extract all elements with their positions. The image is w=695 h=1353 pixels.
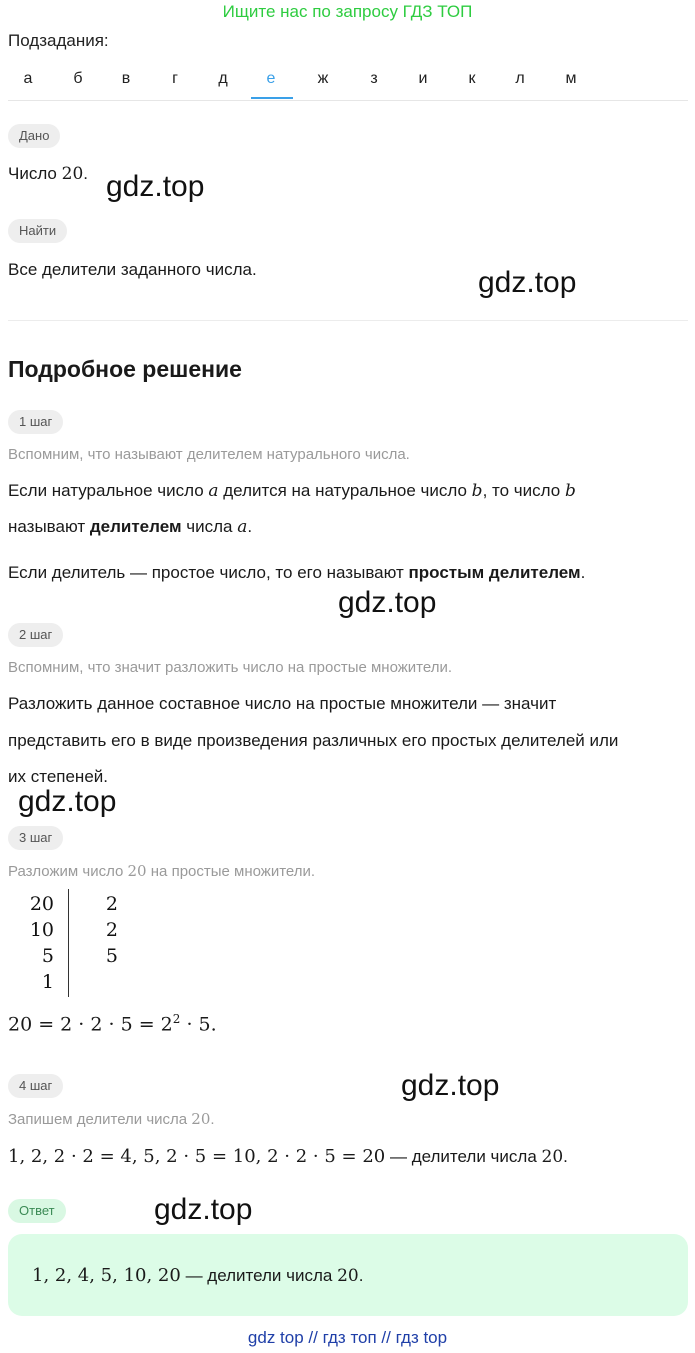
step-3-hint: Разложим число 20 на простые множители. [8, 862, 316, 880]
step-2-hint: Вспомним, что значит разложить число на простые множители. [8, 659, 453, 676]
step-2-line-2: представить его в виде произведения различных его простых делителей или [8, 731, 619, 750]
factor-table-right: 2 [105, 893, 118, 915]
factor-table-left: 10 [29, 919, 54, 941]
factor-table-right: 5 [105, 945, 118, 967]
step-2-line-3: их степеней. [8, 767, 108, 786]
subtask-tabs [8, 66, 688, 101]
step-1-label: 1 шаг [8, 410, 63, 434]
given-label: Дано [8, 124, 60, 148]
tab-e[interactable]: е [266, 70, 276, 87]
tab-g[interactable]: г [172, 70, 178, 87]
step-1-line-3: Если делитель — простое число, то его называют простым делителем. [8, 563, 586, 582]
step-4-label: 4 шаг [8, 1074, 63, 1098]
factorization-equation: $20 = 2 \cdot 2 \cdot 5 = 2^2 \cdot 5$. [8, 1012, 217, 1036]
active-tab-underline [251, 97, 293, 99]
answer-text: 1, 2, 4, 5, 10, 20 — делители числа 20. [32, 1265, 364, 1286]
find-label: Найти [8, 219, 67, 243]
tab-a[interactable]: а [23, 70, 33, 87]
watermark: gdz.top [154, 1193, 253, 1226]
footer-links[interactable]: gdz top // гдз топ // гдз top [247, 1328, 448, 1347]
solution-title: Подробное решение [8, 356, 242, 382]
find-text: Все делители заданного числа. [8, 260, 257, 279]
step-1-line-2: называют делителем числа a. [8, 517, 253, 537]
tab-z[interactable]: з [370, 70, 378, 87]
watermark: gdz.top [338, 586, 437, 619]
tab-d[interactable]: д [218, 70, 228, 87]
watermark: gdz.top [401, 1069, 500, 1102]
tab-v[interactable]: в [121, 70, 131, 87]
factor-table-left: 1 [41, 971, 54, 993]
watermark: gdz.top [478, 266, 577, 299]
answer-label: Ответ [8, 1199, 66, 1223]
divider [8, 320, 688, 321]
step-1-hint: Вспомним, что называют делителем натурального числа. [8, 446, 410, 463]
watermark: gdz.top [106, 170, 205, 203]
promo-banner[interactable]: Ищите нас по запросу ГДЗ ТОП [222, 2, 473, 21]
factor-table-left: 5 [41, 945, 54, 967]
step-1-line-1: Если натуральное число a делится на натуральное число b, то число b [8, 481, 576, 501]
tab-i[interactable]: и [418, 70, 428, 87]
given-text: Число 20. [8, 164, 88, 184]
tab-b[interactable]: б [73, 70, 83, 87]
step-4-hint: Запишем делители числа 20. [8, 1110, 215, 1128]
factor-table-divider [68, 889, 69, 997]
tab-l[interactable]: л [515, 70, 525, 87]
tab-k[interactable]: к [468, 70, 476, 87]
subtasks-title: Подзадания: [8, 31, 109, 50]
step-4-divisors: 1, 2, 2 · 2 = 4, 5, 2 · 5 = 10, 2 · 2 · 5 = 20 — делители числа 20. [8, 1146, 568, 1167]
step-3-label: 3 шаг [8, 826, 63, 850]
factor-table-left: 20 [29, 893, 54, 915]
step-2-line-1: Разложить данное составное число на простые множители — значит [8, 694, 557, 713]
watermark: gdz.top [18, 785, 117, 818]
tab-zh[interactable]: ж [317, 70, 329, 87]
tab-m[interactable]: м [565, 70, 577, 87]
step-2-label: 2 шаг [8, 623, 63, 647]
factor-table-right: 2 [105, 919, 118, 941]
